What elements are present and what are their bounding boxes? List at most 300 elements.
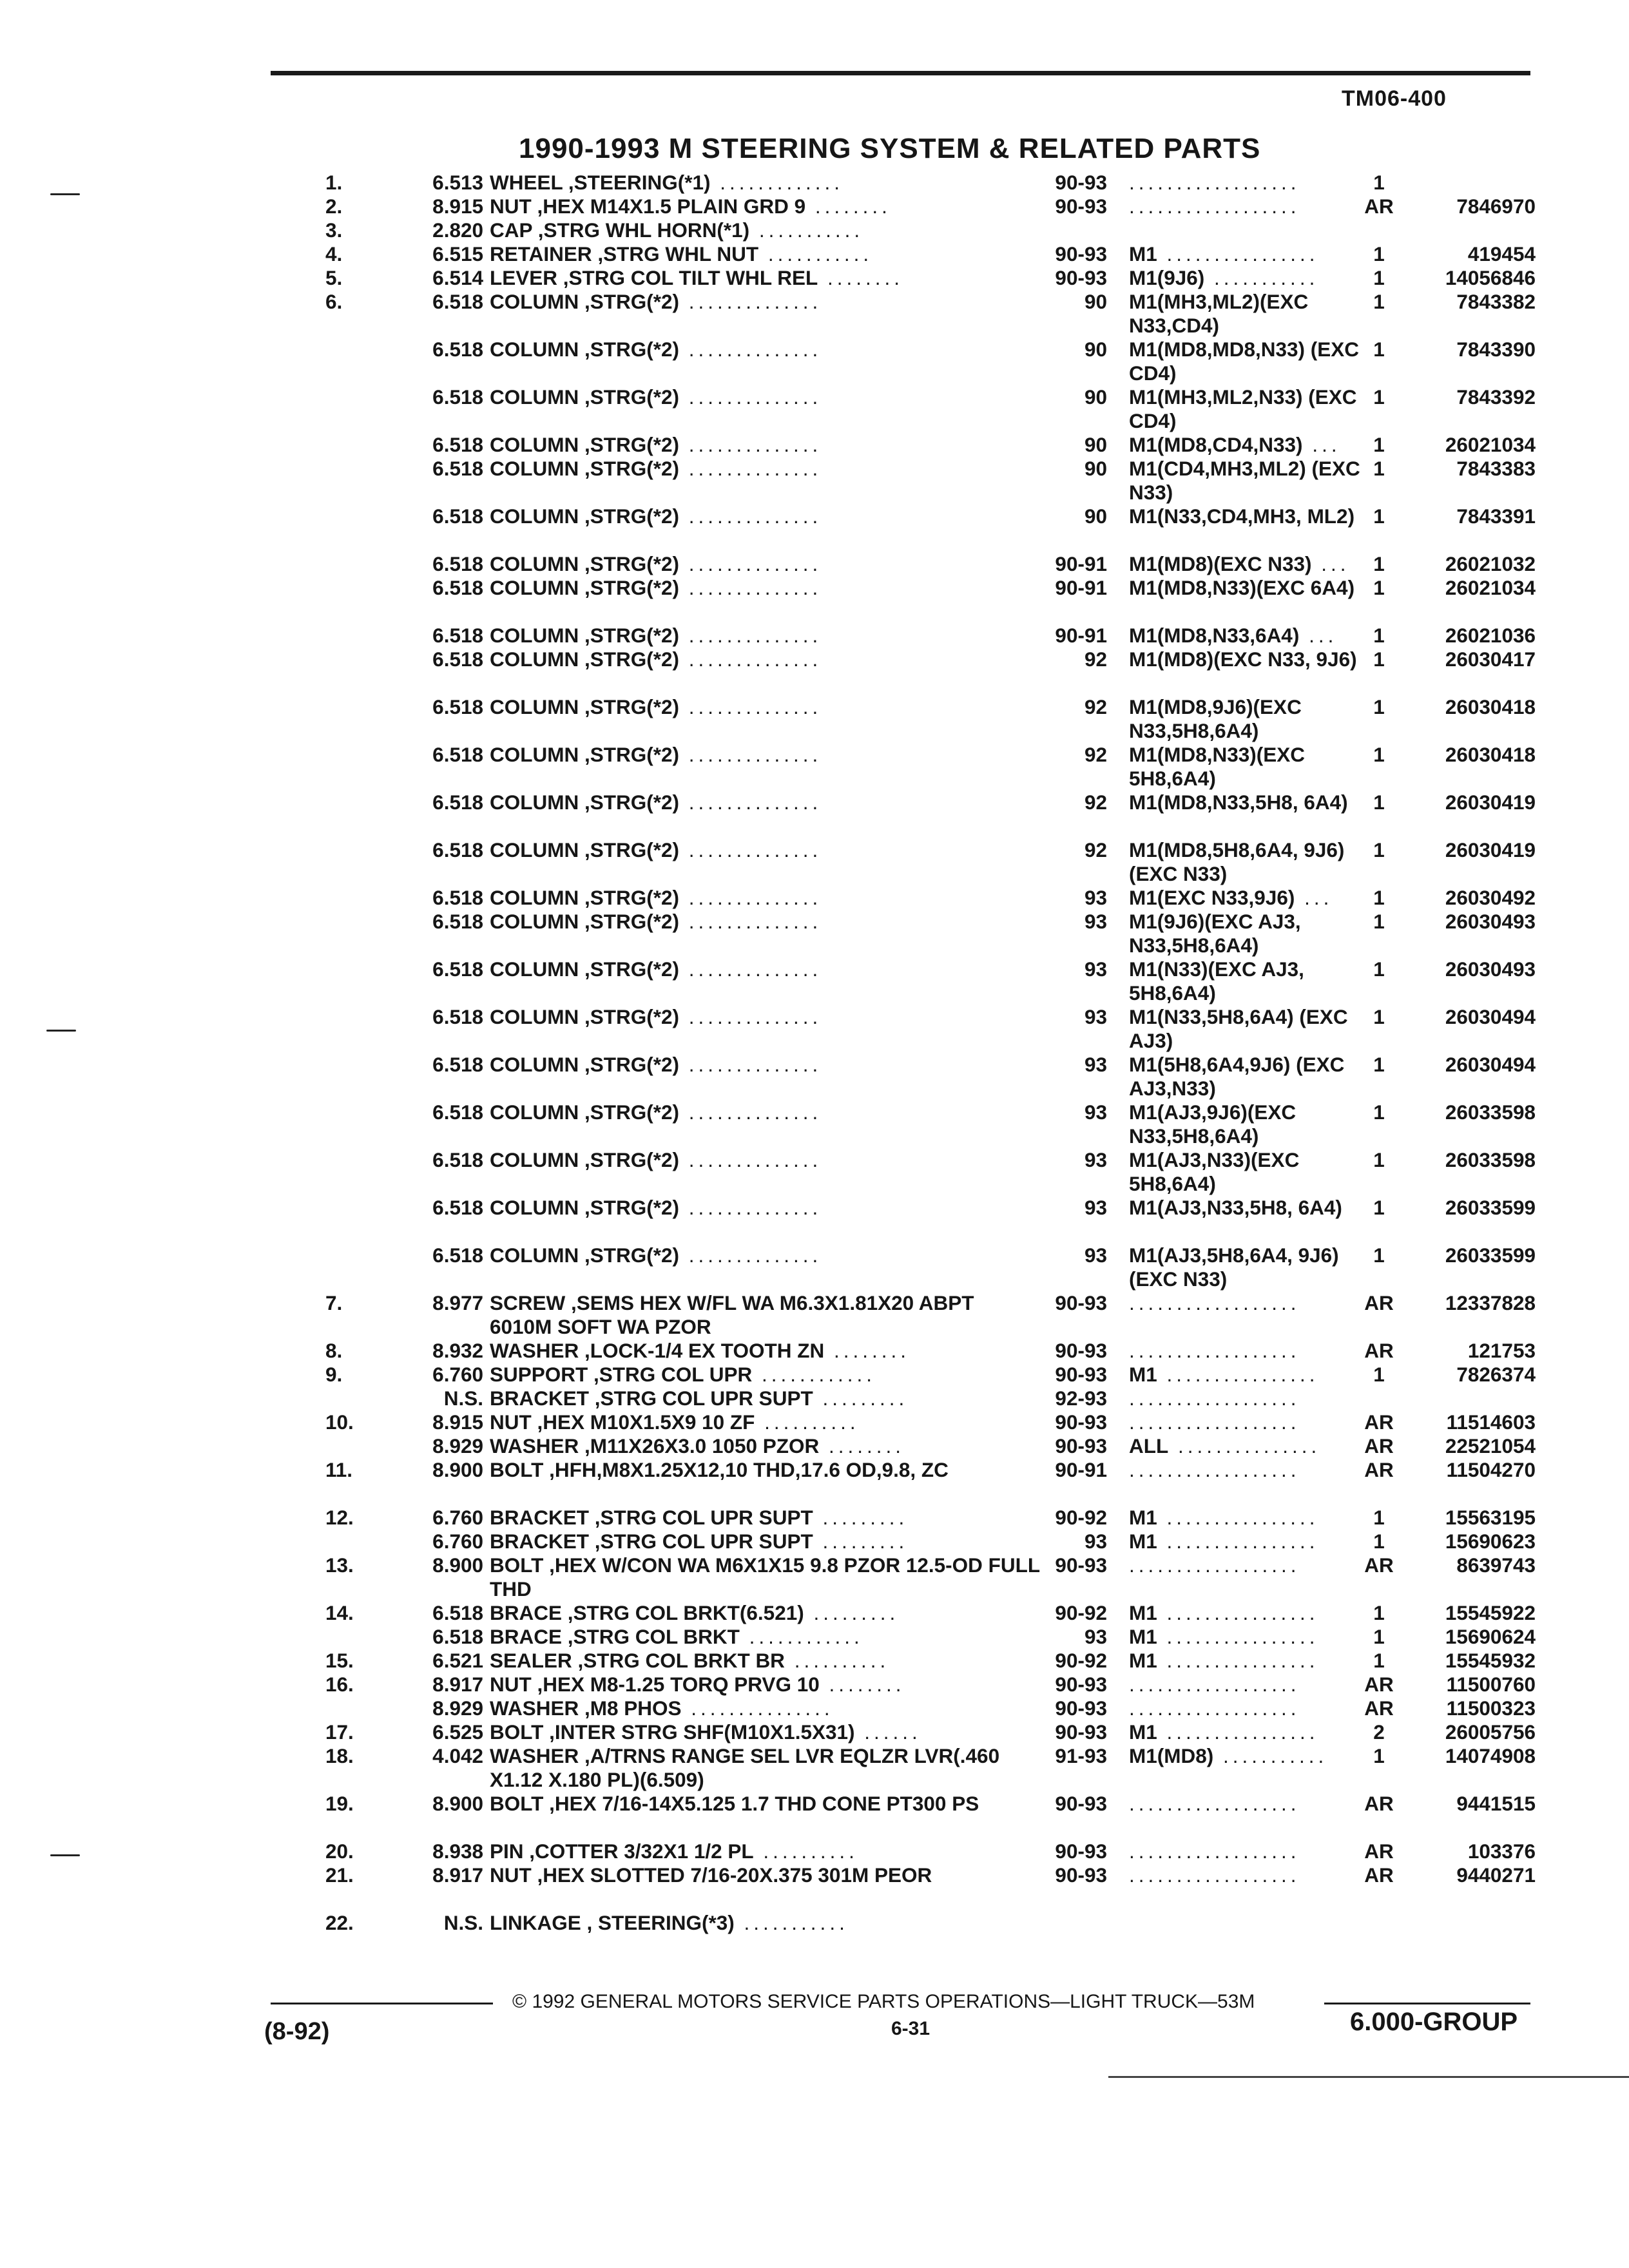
model-usage xyxy=(1129,743,1374,791)
part-number-text: 7843382 xyxy=(1456,290,1536,313)
table-row xyxy=(0,1291,1629,1339)
part-description-text: COLUMN ,STRG(*2) xyxy=(490,338,679,361)
item-number-text: 14. xyxy=(325,1601,354,1624)
model-years-text: 90-93 xyxy=(1055,1696,1107,1720)
part-description-text: NUT ,HEX M10X1.5X9 10 ZF xyxy=(490,1410,755,1434)
model-usage-text: M1(9J6)(EXC AJ3, N33,5H8,6A4) xyxy=(1129,910,1301,957)
model-usage xyxy=(1129,552,1374,576)
model-years-text: 90-93 xyxy=(1055,1434,1107,1457)
part-description xyxy=(490,1410,1041,1434)
model-years-text: 90-93 xyxy=(1055,266,1107,289)
group-number xyxy=(432,1649,483,1673)
part-description-text: COLUMN ,STRG(*2) xyxy=(490,957,679,981)
leader-dots: .............. xyxy=(679,290,822,313)
table-row xyxy=(0,695,1629,743)
table-row xyxy=(0,957,1629,1005)
table-row xyxy=(0,1553,1629,1601)
part-number-text: 26030419 xyxy=(1445,791,1536,814)
part-number-text: 26033598 xyxy=(1445,1148,1536,1171)
quantity xyxy=(1356,576,1402,600)
part-number-text: 26030417 xyxy=(1445,648,1536,671)
group-number xyxy=(432,1363,483,1387)
model-usage xyxy=(1129,576,1374,600)
part-description-text: COLUMN ,STRG(*2) xyxy=(490,791,679,814)
group-number-text: 6.518 xyxy=(432,457,483,480)
quantity xyxy=(1356,1696,1402,1720)
part-description-text: NUT ,HEX M8-1.25 TORQ PRVG 10 xyxy=(490,1673,820,1696)
model-years-text: 90-91 xyxy=(1055,624,1107,647)
part-description xyxy=(490,1863,1041,1887)
leader-dots: .............. xyxy=(679,886,822,909)
model-usage-text: M1(N33)(EXC AJ3, 5H8,6A4) xyxy=(1129,957,1304,1004)
leader-dots: .................. xyxy=(1129,1792,1300,1815)
part-description xyxy=(490,838,1041,862)
leader-dots: ........... xyxy=(758,242,873,265)
part-number-text: 26030493 xyxy=(1445,910,1536,933)
group-number xyxy=(432,218,483,242)
group-number-text: 8.900 xyxy=(432,1553,483,1577)
model-years xyxy=(1084,957,1107,981)
part-description xyxy=(490,957,1041,981)
group-number xyxy=(432,695,483,719)
item-number-text: 21. xyxy=(325,1863,354,1887)
part-number xyxy=(1447,1410,1536,1434)
model-years-text: 92 xyxy=(1084,695,1107,718)
leader-dots: .............. xyxy=(679,743,822,766)
part-description-text: COLUMN ,STRG(*2) xyxy=(490,552,679,575)
part-number xyxy=(1445,1506,1536,1530)
quantity xyxy=(1356,648,1402,671)
group-number xyxy=(432,1100,483,1124)
group-number-text: 8.915 xyxy=(432,195,483,218)
leader-dots: .............. xyxy=(679,1196,822,1219)
part-description xyxy=(490,1387,1041,1410)
quantity xyxy=(1356,1005,1402,1029)
leader-dots: ............ xyxy=(752,1363,876,1386)
part-description xyxy=(490,505,1041,528)
quantity-text: 1 xyxy=(1373,624,1385,647)
model-years xyxy=(1055,1601,1107,1625)
model-years-text: 90 xyxy=(1084,457,1107,480)
quantity xyxy=(1356,838,1402,862)
quantity-text: 1 xyxy=(1373,886,1385,909)
quantity-text: 1 xyxy=(1373,1625,1385,1648)
quantity-text: AR xyxy=(1364,1863,1394,1887)
leader-dots: .......... xyxy=(784,1649,890,1672)
part-description-text: SCREW ,SEMS HEX W/FL WA M6.3X1.81X20 ABPT 6010M SOFT WA PZOR xyxy=(490,1291,974,1338)
part-description-text: BOLT ,INTER STRG SHF(M10X1.5X31) xyxy=(490,1720,855,1744)
part-description xyxy=(490,1601,1041,1625)
model-usage xyxy=(1129,338,1374,385)
table-row xyxy=(0,886,1629,910)
model-years-text: 93 xyxy=(1084,1530,1107,1553)
model-years xyxy=(1084,743,1107,767)
part-description-text: BRACKET ,STRG COL UPR SUPT xyxy=(490,1530,813,1553)
part-number xyxy=(1445,1148,1536,1172)
table-row xyxy=(0,1625,1629,1649)
model-usage-text: M1 xyxy=(1129,1506,1157,1529)
part-description-text: COLUMN ,STRG(*2) xyxy=(490,695,679,718)
table-row xyxy=(0,171,1629,195)
quantity-text: 1 xyxy=(1373,838,1385,861)
quantity xyxy=(1356,1506,1402,1530)
table-row xyxy=(0,1434,1629,1458)
part-description-text: RETAINER ,STRG WHL NUT xyxy=(490,242,759,265)
item-number-text: 11. xyxy=(325,1458,353,1481)
group-number-text: 6.518 xyxy=(432,695,483,718)
leader-dots: .............. xyxy=(679,1100,822,1124)
part-description xyxy=(490,910,1041,934)
part-number-text: 26021034 xyxy=(1445,576,1536,599)
part-description-text: CAP ,STRG WHL HORN(*1) xyxy=(490,218,750,242)
quantity xyxy=(1356,1673,1402,1696)
part-number-text: 7843383 xyxy=(1456,457,1536,480)
model-usage-text: M1(MD8,N33,6A4) xyxy=(1129,624,1300,647)
group-number xyxy=(432,1053,483,1077)
model-years-text: 90-93 xyxy=(1055,1553,1107,1577)
part-number xyxy=(1445,1005,1536,1029)
quantity-text: 1 xyxy=(1373,910,1385,933)
group-number-text: 6.518 xyxy=(432,1601,483,1624)
model-years xyxy=(1055,1434,1107,1458)
model-years xyxy=(1084,1625,1107,1649)
leader-dots: .............. xyxy=(679,624,822,647)
leader-dots: .................. xyxy=(1129,1458,1300,1481)
group-number-text: 6.518 xyxy=(432,624,483,647)
part-number-text: 26021036 xyxy=(1445,624,1536,647)
part-number xyxy=(1468,242,1536,266)
model-years-text: 90 xyxy=(1084,433,1107,456)
part-number-text: 7843392 xyxy=(1456,385,1536,408)
leader-dots: .............. xyxy=(679,648,822,671)
model-years xyxy=(1084,791,1107,814)
quantity-text: AR xyxy=(1364,1434,1394,1457)
part-description xyxy=(490,171,1041,195)
item-number xyxy=(325,1863,377,1887)
quantity xyxy=(1356,505,1402,528)
table-row xyxy=(0,505,1629,552)
model-years xyxy=(1084,290,1107,314)
part-number xyxy=(1468,1840,1536,1863)
model-usage-text: M1(MH3,ML2)(EXC N33,CD4) xyxy=(1129,290,1309,337)
item-number xyxy=(325,1601,377,1625)
model-years-text: 92 xyxy=(1084,648,1107,671)
table-row xyxy=(0,1840,1629,1863)
group-number xyxy=(432,1792,483,1816)
model-usage xyxy=(1129,1363,1374,1387)
part-description-text: COLUMN ,STRG(*2) xyxy=(490,648,679,671)
group-number-text: 6.518 xyxy=(432,1244,483,1267)
table-row xyxy=(0,1363,1629,1387)
leader-dots: ... xyxy=(1311,552,1350,575)
quantity xyxy=(1356,1244,1402,1267)
part-description xyxy=(490,1100,1041,1124)
group-number xyxy=(432,648,483,671)
leader-dots: .................. xyxy=(1129,1673,1300,1696)
part-description xyxy=(490,1053,1041,1077)
model-usage-text: M1(MD8,9J6)(EXC N33,5H8,6A4) xyxy=(1129,695,1302,742)
group-number xyxy=(432,1291,483,1315)
group-number xyxy=(432,195,483,218)
leader-dots: ... xyxy=(1299,624,1338,647)
quantity-text: 1 xyxy=(1373,338,1385,361)
part-number-text: 26033599 xyxy=(1445,1244,1536,1267)
group-number-text: 8.915 xyxy=(432,1410,483,1434)
model-years xyxy=(1055,1410,1107,1434)
quantity-text: 1 xyxy=(1373,290,1385,313)
part-number-text: 7846970 xyxy=(1456,195,1536,218)
model-years-text: 92 xyxy=(1084,791,1107,814)
part-description-text: COLUMN ,STRG(*2) xyxy=(490,1244,679,1267)
leader-dots: ........ xyxy=(824,1339,910,1362)
group-number-text: 8.917 xyxy=(432,1673,483,1696)
leader-dots: ........... xyxy=(1204,266,1319,289)
quantity xyxy=(1356,457,1402,481)
part-number xyxy=(1445,433,1536,457)
leader-dots: .............. xyxy=(679,385,822,408)
leader-dots: ........ xyxy=(819,1673,905,1696)
model-usage xyxy=(1129,1696,1374,1720)
quantity-text: AR xyxy=(1364,1553,1394,1577)
model-usage xyxy=(1129,266,1374,290)
part-description xyxy=(490,1339,1041,1363)
quantity xyxy=(1356,1792,1402,1816)
item-number xyxy=(325,195,377,218)
part-number-text: 15690624 xyxy=(1445,1625,1536,1648)
group-number-text: 6.518 xyxy=(432,552,483,575)
model-years-text: 93 xyxy=(1084,1196,1107,1219)
group-number xyxy=(432,385,483,409)
quantity xyxy=(1356,1601,1402,1625)
footer-rule-right xyxy=(1324,2003,1530,2004)
quantity xyxy=(1356,1148,1402,1172)
group-number xyxy=(432,242,483,266)
model-years xyxy=(1055,1840,1107,1863)
model-usage xyxy=(1129,1005,1374,1053)
model-usage-text: M1 xyxy=(1129,1720,1157,1744)
part-description-text: WASHER ,A/TRNS RANGE SEL LVR EQLZR LVR(.460 X1.12 X.180 PL)(6.509) xyxy=(490,1744,1000,1791)
model-years xyxy=(1084,1005,1107,1029)
group-number xyxy=(432,1840,483,1863)
item-number-text: 16. xyxy=(325,1673,354,1696)
part-description-text: WASHER ,M8 PHOS xyxy=(490,1696,682,1720)
model-usage-text: M1(AJ3,5H8,6A4, 9J6)(EXC N33) xyxy=(1129,1244,1339,1291)
model-usage xyxy=(1129,1792,1374,1816)
model-usage xyxy=(1129,1530,1374,1553)
part-description-text: BRACKET ,STRG COL UPR SUPT xyxy=(490,1506,813,1529)
part-description-text: BOLT ,HEX 7/16-14X5.125 1.7 THD CONE PT300 PS xyxy=(490,1792,979,1815)
quantity xyxy=(1356,1649,1402,1673)
part-number-text: 103376 xyxy=(1467,1840,1536,1863)
part-description-text: COLUMN ,STRG(*2) xyxy=(490,1100,679,1124)
part-description xyxy=(490,1649,1041,1673)
leader-dots: ................ xyxy=(1157,1625,1319,1648)
part-number xyxy=(1445,1196,1536,1220)
table-row xyxy=(0,1744,1629,1792)
part-description xyxy=(490,1530,1041,1553)
item-number xyxy=(325,1911,377,1935)
leader-dots: ................ xyxy=(1157,1649,1319,1672)
group-number-text: N.S. xyxy=(443,1387,483,1410)
leader-dots: ................ xyxy=(1157,1720,1319,1744)
table-row xyxy=(0,1339,1629,1363)
part-description xyxy=(490,1720,1041,1744)
model-years-text: 93 xyxy=(1084,1053,1107,1076)
part-description-text: BOLT ,HFH,M8X1.25X12,10 THD,17.6 OD,9.8, ZC xyxy=(490,1458,949,1481)
table-row xyxy=(0,648,1629,695)
part-description xyxy=(490,385,1041,409)
part-description-text: COLUMN ,STRG(*2) xyxy=(490,624,679,647)
model-usage-text: M1(MD8,5H8,6A4, 9J6)(EXC N33) xyxy=(1129,838,1345,885)
quantity-text: AR xyxy=(1364,195,1394,218)
table-row xyxy=(0,1196,1629,1244)
quantity-text: 1 xyxy=(1373,648,1385,671)
group-number xyxy=(432,505,483,528)
group-number xyxy=(432,838,483,862)
model-usage xyxy=(1129,1553,1374,1577)
group-number-text: 6.518 xyxy=(432,957,483,981)
part-description xyxy=(490,791,1041,814)
quantity-text: 1 xyxy=(1373,1601,1385,1624)
leader-dots: .............. xyxy=(679,957,822,981)
model-usage-text: ALL xyxy=(1129,1434,1169,1457)
quantity xyxy=(1356,957,1402,981)
quantity xyxy=(1356,290,1402,314)
quantity-text: 1 xyxy=(1373,266,1385,289)
table-row xyxy=(0,1530,1629,1553)
quantity xyxy=(1356,1625,1402,1649)
quantity xyxy=(1356,1530,1402,1553)
group-number-text: 6.518 xyxy=(432,886,483,909)
group-number-text: 8.938 xyxy=(432,1840,483,1863)
item-number-text: 13. xyxy=(325,1553,354,1577)
model-years xyxy=(1084,1244,1107,1267)
model-years xyxy=(1055,1696,1107,1720)
item-number-text: 10. xyxy=(325,1410,354,1434)
quantity xyxy=(1356,1720,1402,1744)
part-number xyxy=(1445,552,1536,576)
model-usage-text: M1(5H8,6A4,9J6) (EXC AJ3,N33) xyxy=(1129,1053,1345,1100)
group-number-text: 6.518 xyxy=(432,338,483,361)
model-usage xyxy=(1129,457,1374,505)
model-usage xyxy=(1129,1625,1374,1649)
model-usage xyxy=(1129,1196,1374,1220)
quantity-text: AR xyxy=(1364,1792,1394,1815)
item-number-text: 8. xyxy=(325,1339,343,1362)
group-number-text: 6.514 xyxy=(432,266,483,289)
part-description xyxy=(490,743,1041,767)
part-number xyxy=(1445,838,1536,862)
model-years xyxy=(1055,1387,1107,1410)
item-number xyxy=(325,1553,377,1577)
item-number xyxy=(325,1720,377,1744)
model-years xyxy=(1055,1506,1107,1530)
part-number-text: 26021034 xyxy=(1445,433,1536,456)
group-number xyxy=(432,433,483,457)
part-number-text: 22521054 xyxy=(1445,1434,1536,1457)
leader-dots: .............. xyxy=(679,1244,822,1267)
table-row xyxy=(0,1387,1629,1410)
leader-dots: .................. xyxy=(1129,1339,1300,1362)
part-description xyxy=(490,1744,1041,1792)
part-number xyxy=(1445,1601,1536,1625)
part-number xyxy=(1456,505,1536,528)
part-number-text: 11514603 xyxy=(1446,1410,1536,1434)
quantity xyxy=(1356,1100,1402,1124)
part-description-text: WASHER ,M11X26X3.0 1050 PZOR xyxy=(490,1434,820,1457)
model-years-text: 90-91 xyxy=(1055,1458,1107,1481)
group-number-text: 6.518 xyxy=(432,838,483,861)
table-row xyxy=(0,552,1629,576)
group-number xyxy=(432,743,483,767)
model-years-text: 93 xyxy=(1084,886,1107,909)
part-description xyxy=(490,886,1041,910)
table-row xyxy=(0,385,1629,433)
leader-dots: .............. xyxy=(679,433,822,456)
item-number-text: 5. xyxy=(325,266,343,289)
model-years-text: 90-92 xyxy=(1055,1506,1107,1529)
model-years-text: 93 xyxy=(1084,957,1107,981)
part-description-text: COLUMN ,STRG(*2) xyxy=(490,743,679,766)
model-years xyxy=(1084,457,1107,481)
model-years-text: 93 xyxy=(1084,1625,1107,1648)
quantity-text: AR xyxy=(1364,1410,1394,1434)
quantity xyxy=(1356,695,1402,719)
part-description xyxy=(490,1291,1041,1339)
model-years xyxy=(1055,195,1107,218)
model-years-text: 93 xyxy=(1084,1100,1107,1124)
part-number-text: 9441515 xyxy=(1456,1792,1536,1815)
item-number-text: 6. xyxy=(325,290,343,313)
leader-dots: .............. xyxy=(679,1148,822,1171)
leader-dots: .............. xyxy=(679,910,822,933)
quantity-text: 1 xyxy=(1373,1053,1385,1076)
group-number-text: 6.518 xyxy=(432,1100,483,1124)
copyright-notice: © 1992 GENERAL MOTORS SERVICE PARTS OPERATIONS—LIGHT TRUCK—53M xyxy=(512,1991,1255,2012)
table-row xyxy=(0,1601,1629,1625)
part-description xyxy=(490,1363,1041,1387)
item-number-text: 2. xyxy=(325,195,343,218)
table-row xyxy=(0,1148,1629,1196)
table-row xyxy=(0,1863,1629,1911)
part-description xyxy=(490,1148,1041,1172)
leader-dots: ............. xyxy=(710,171,843,194)
model-years-text: 90-93 xyxy=(1055,242,1107,265)
model-years-text: 91-93 xyxy=(1055,1744,1107,1767)
model-usage xyxy=(1129,1410,1374,1434)
part-number xyxy=(1445,1625,1536,1649)
group-number xyxy=(444,1387,483,1410)
leader-dots: ................ xyxy=(1157,1363,1319,1386)
leader-dots: ............ xyxy=(739,1625,863,1648)
table-row xyxy=(0,1410,1629,1434)
part-number-text: 26005756 xyxy=(1445,1720,1536,1744)
part-number xyxy=(1456,1553,1536,1577)
leader-dots: .................. xyxy=(1129,195,1300,218)
model-years-text: 90-93 xyxy=(1055,171,1107,194)
table-row xyxy=(0,1720,1629,1744)
quantity-text: 1 xyxy=(1373,1148,1385,1171)
quantity-text: 1 xyxy=(1373,433,1385,456)
quantity xyxy=(1356,1363,1402,1387)
group-number-text: 6.518 xyxy=(432,1625,483,1648)
part-description xyxy=(490,218,1041,242)
quantity xyxy=(1356,195,1402,218)
model-years-text: 90-93 xyxy=(1055,1792,1107,1815)
top-rule xyxy=(271,71,1530,75)
group-number-text: 6.518 xyxy=(432,648,483,671)
part-number xyxy=(1445,1720,1536,1744)
